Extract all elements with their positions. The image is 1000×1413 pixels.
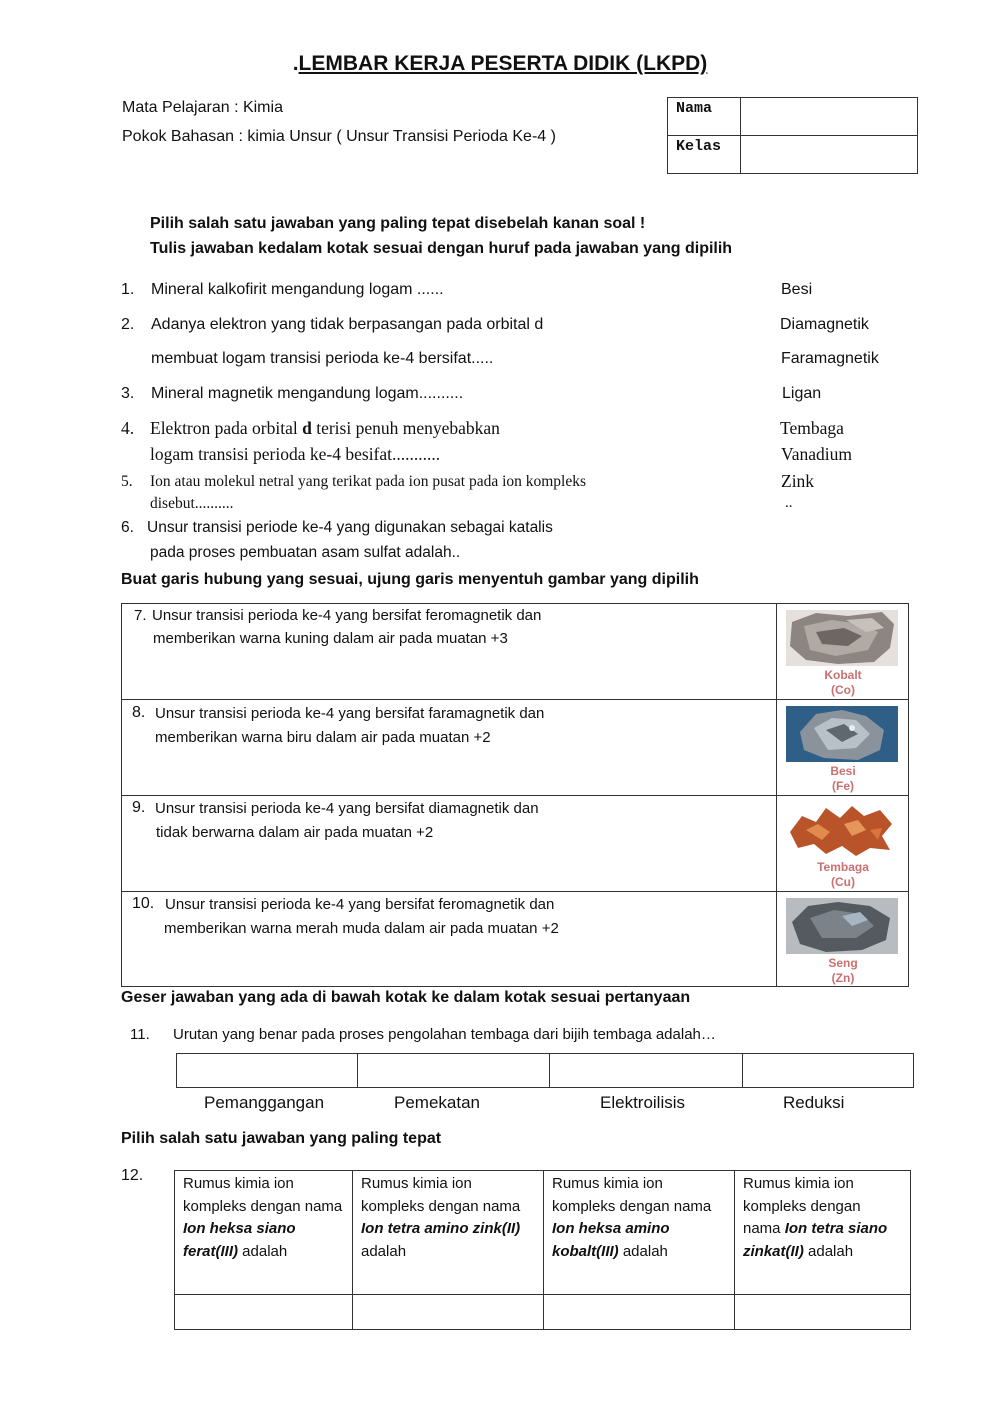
name-label: Nama (668, 98, 741, 136)
choice-reduksi[interactable]: Reduksi (783, 1093, 845, 1112)
match-item-line1: Unsur transisi perioda ke-4 yang bersifat feromagnetik dan (165, 896, 555, 913)
q6-number: 6. (121, 519, 134, 536)
q4-text-line2: logam transisi perioda ke-4 besifat........... (150, 444, 441, 464)
seng-image[interactable] (786, 898, 898, 954)
match-item-line1: Unsur transisi perioda ke-4 yang bersifat diamagnetik dan (155, 800, 539, 817)
besi-caption: Besi (Fe) (830, 764, 856, 793)
matching-table (121, 603, 909, 987)
q3-text: Mineral magnetik mengandung logam.......... (151, 385, 464, 402)
q3-number: 3. (121, 385, 135, 402)
match-item-line2: memberikan warna merah muda dalam air pada muatan +2 (164, 920, 559, 937)
q4-text: Elektron pada orbital d terisi penuh menyebabkan (150, 418, 500, 438)
q12-table (174, 1170, 911, 1330)
match-item-number: 7. (134, 607, 147, 624)
q2-text: Adanya elektron yang tidak berpasangan pada orbital d (151, 316, 544, 333)
besi-image[interactable] (786, 706, 898, 762)
match-item-9 (122, 796, 776, 892)
image-cell-kobalt[interactable] (776, 604, 909, 700)
q2-number: 2. (121, 316, 135, 333)
topic-label: Pokok Bahasan : kimia Unsur ( Unsur Transisi Perioda Ke-4 ) (122, 128, 556, 145)
sequence-drop-boxes (176, 1053, 914, 1088)
q12-answer-1[interactable] (175, 1295, 353, 1330)
match-item-number: 9. (132, 799, 146, 816)
identity-box (667, 97, 918, 174)
q12-cell-2: Rumus kimia ion kompleks dengan nama Ion tetra amino zink(II) adalah (353, 1171, 544, 1295)
q11-number: 11. (130, 1026, 150, 1043)
tembaga-caption: Tembaga (Cu) (817, 860, 869, 889)
q12-answer-3[interactable] (544, 1295, 735, 1330)
image-cell-tembaga[interactable] (776, 796, 909, 892)
match-item-8 (122, 700, 776, 796)
drop-box-2[interactable] (358, 1054, 550, 1088)
q4-number: 4. (121, 418, 135, 438)
match-item-line1: Unsur transisi perioda ke-4 yang bersifat feromagnetik dan (152, 607, 542, 624)
option-8[interactable]: .. (785, 495, 793, 511)
q2-text-line2: membuat logam transisi perioda ke-4 bersifat..... (151, 350, 494, 367)
kobalt-caption: Kobalt (Co) (824, 668, 862, 697)
drop-box-4[interactable] (743, 1054, 914, 1088)
section1-instruction-1: Pilih salah satu jawaban yang paling tepat disebelah kanan soal ! (150, 215, 646, 232)
match-item-10 (122, 892, 776, 986)
q1-text: Mineral kalkofirit mengandung logam ...... (151, 281, 444, 298)
q5-text-line2: disebut.......... (150, 495, 234, 512)
match-item-line2: tidak berwarna dalam air pada muatan +2 (156, 824, 434, 841)
q5-text: Ion atau molekul netral yang terikat pada ion pusat pada ion kompleks (150, 473, 587, 490)
option-2[interactable]: Diamagnetik (780, 316, 869, 333)
class-label: Kelas (668, 136, 741, 174)
image-cell-seng[interactable] (776, 892, 909, 986)
option-1[interactable]: Besi (781, 281, 813, 298)
title-text: LEMBAR KERJA PESERTA DIDIK (LKPD) (298, 52, 708, 75)
title-dot: . (292, 52, 299, 75)
choice-pemekatan[interactable]: Pemekatan (394, 1093, 480, 1112)
section2-instruction: Buat garis hubung yang sesuai, ujung garis menyentuh gambar yang dipilih (121, 571, 699, 588)
q6-text-line2: pada proses pembuatan asam sulfat adalah.. (150, 544, 461, 561)
match-item-line2: memberikan warna kuning dalam air pada muatan +3 (153, 630, 508, 647)
drop-box-3[interactable] (550, 1054, 743, 1088)
class-field[interactable] (741, 136, 918, 174)
section3-instruction: Geser jawaban yang ada di bawah kotak ke dalam kotak sesuai pertanyaan (121, 989, 691, 1006)
option-3[interactable]: Faramagnetik (781, 350, 879, 367)
section1-instruction-2: Tulis jawaban kedalam kotak sesuai dengan huruf pada jawaban yang dipilih (150, 240, 733, 257)
match-item-line2: memberikan warna biru dalam air pada muatan +2 (155, 729, 491, 746)
image-cell-besi[interactable] (776, 700, 909, 796)
seng-caption: Seng (Zn) (828, 956, 858, 985)
q12-number: 12. (121, 1167, 144, 1184)
subject-label: Mata Pelajaran : Kimia (122, 99, 283, 116)
match-item-number: 10. (132, 895, 155, 912)
q12-cell-3: Rumus kimia ion kompleks dengan nama Ion heksa amino kobalt(III) adalah (544, 1171, 735, 1295)
choice-elektroilisis[interactable]: Elektroilisis (600, 1093, 686, 1112)
q11-text: Urutan yang benar pada proses pengolahan tembaga dari bijih tembaga adalah… (173, 1026, 716, 1043)
q12-answer-2[interactable] (353, 1295, 544, 1330)
q12-cell-4: Rumus kimia ion kompleks dengan nama Ion tetra siano zinkat(II) adalah (735, 1171, 911, 1295)
q1-number: 1. (121, 281, 135, 298)
kobalt-image[interactable] (786, 610, 898, 666)
q6-text: Unsur transisi periode ke-4 yang digunakan sebagai katalis (147, 519, 553, 536)
match-item-line1: Unsur transisi perioda ke-4 yang bersifat faramagnetik dan (155, 705, 545, 722)
section4-instruction: Pilih salah satu jawaban yang paling tepat (121, 1130, 442, 1147)
option-6[interactable]: Vanadium (781, 444, 852, 464)
match-item-number: 8. (132, 704, 146, 721)
tembaga-image[interactable] (786, 802, 898, 858)
name-field[interactable] (741, 98, 918, 136)
q5-number: 5. (121, 473, 133, 490)
option-5[interactable]: Tembaga (780, 418, 844, 438)
drop-box-1[interactable] (177, 1054, 358, 1088)
q12-cell-1: Rumus kimia ion kompleks dengan nama Ion heksa siano ferat(III) adalah (175, 1171, 353, 1295)
choice-pemanggangan[interactable]: Pemanggangan (204, 1093, 325, 1112)
match-item-7 (122, 604, 776, 700)
option-7[interactable]: Zink (781, 471, 815, 491)
option-4[interactable]: Ligan (782, 385, 822, 402)
q12-answer-4[interactable] (735, 1295, 911, 1330)
page-title (0, 52, 1000, 76)
